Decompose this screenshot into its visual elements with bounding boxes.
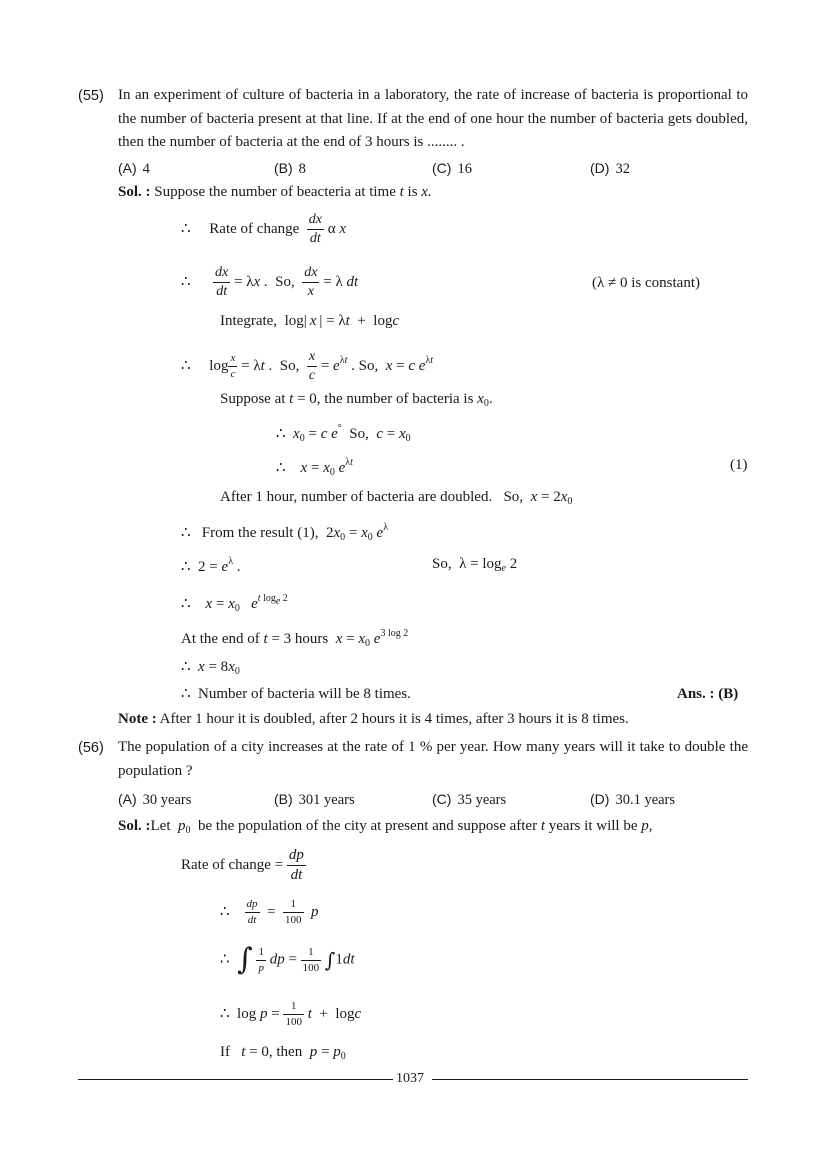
option-d-56: (D) 30.1 years bbox=[590, 791, 676, 808]
option-c: (C) 16 bbox=[432, 160, 472, 177]
eq-lambda-value: So, $\lambda = \log_e 2$ bbox=[432, 556, 518, 574]
option-b: (B) 8 bbox=[274, 160, 306, 177]
solution-intro-56: Sol. :Let $p_0$ be the population of the city at present and suppose after t years it will be p, bbox=[118, 818, 653, 836]
question-number-56: (56) bbox=[78, 740, 104, 756]
eq-solution: ∴ $x = x_0$ $e^{\lambda t}$ bbox=[276, 457, 353, 478]
footer-rule-right bbox=[432, 1079, 748, 1080]
after-one-hour: After 1 hour, number of bacteria are doubled. So, $x = 2x_0$ bbox=[220, 489, 573, 507]
option-d: (D) 32 bbox=[590, 160, 630, 177]
solution-intro: Sol. : Suppose the number of beacteria at time t is x. bbox=[118, 184, 432, 200]
question-number-55: (55) bbox=[78, 88, 104, 104]
eq-log-p: ∴ log p = $\frac{1}{100}$ t + logc bbox=[220, 1000, 362, 1028]
eq-initial: ∴ $x_0 = c$ e° So, $c = x_0$ bbox=[276, 423, 411, 444]
eq-differential: ∴ $\frac{dx}{dt}$ = λx . So, $\frac{dx}{x}$ = λ dt bbox=[181, 265, 359, 299]
eq-log: ∴ log $\frac{x}{c}$ = λt . So, $\frac{x}{c}$ = $e^{\lambda t}$ . So, x = c $e^{\lambda t}$ bbox=[181, 349, 434, 383]
eq-dp-dt: ∴ $\frac{dp}{dt}$ = $\frac{1}{100}$ p bbox=[220, 898, 319, 926]
option-a: (A) 4 bbox=[118, 160, 150, 177]
constant-note: (λ ≠ 0 is constant) bbox=[592, 275, 700, 291]
eq-general: ∴ $x = x_0$ $e^{t log_e 2}$ bbox=[181, 593, 288, 614]
equation-reference: (1) bbox=[730, 457, 748, 473]
option-a-56: (A) 30 years bbox=[118, 791, 192, 808]
answer: Ans. : (B) bbox=[677, 686, 739, 702]
eq-three-hours: At the end of t = 3 hours $x = x_0$ $e^{3 log 2}$ bbox=[181, 628, 409, 649]
footer-rule-left bbox=[78, 1079, 393, 1080]
option-c-56: (C) 35 years bbox=[432, 791, 507, 808]
conclusion: ∴ Number of bacteria will be 8 times. bbox=[181, 686, 411, 702]
eq-initial-56: If t = 0, then $p = p_0$ bbox=[220, 1044, 346, 1062]
eq-integrate: Integrate, log| x | = λt + logc bbox=[220, 313, 400, 329]
eq-rate-56: Rate of change = $\frac{dp}{dt}$ bbox=[181, 847, 304, 883]
eq-lambda: ∴ $2 = e^\lambda$ . bbox=[181, 556, 241, 575]
question-text-56: The population of a city increases at the rate of 1 % per year. How many years will it take to double the population ? bbox=[118, 739, 748, 779]
page-number: 1037 bbox=[396, 1071, 424, 1086]
eq-from-result: ∴ From the result (1), $2x_0 = x_0$ $e^\lambda$ bbox=[181, 522, 389, 543]
eq-result: ∴ $x = 8x_0$ bbox=[181, 659, 240, 677]
note: Note : After 1 hour it is doubled, after 2 hours it is 4 times, after 3 hours it is 8 times. bbox=[118, 711, 629, 727]
question-text-55: In an experiment of culture of bacteria in a laboratory, the rate of increase of bacteria is proportional to the number of bacteria present at that line. If at the end of one hour the number of bacteria gets doubled, then the number of bacteria at the end of 3 hours is ........ . bbox=[118, 87, 748, 150]
suppose-initial: Suppose at t = 0, the number of bacteria is $x_0$. bbox=[220, 391, 493, 409]
option-b-56: (B) 301 years bbox=[274, 791, 355, 808]
eq-integral-56: ∴ ∫ $\frac{1}{p}$ dp = $\frac{1}{100}$ ∫1dt bbox=[220, 942, 355, 977]
eq-rate-of-change: ∴ Rate of change $\frac{dx}{dt}$ α x bbox=[181, 212, 347, 246]
